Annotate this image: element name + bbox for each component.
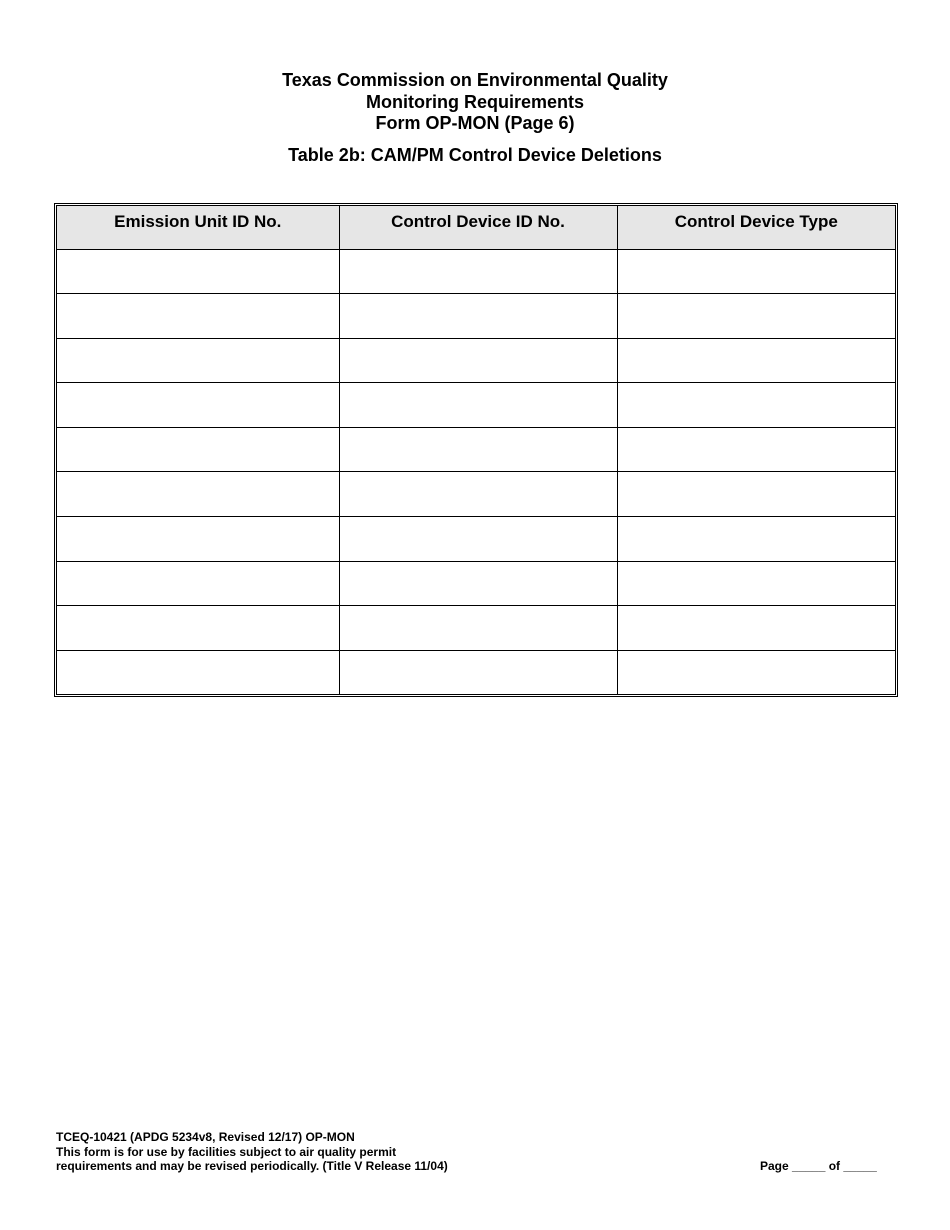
emission-unit-id-cell[interactable] [57, 338, 339, 383]
form-id: Form OP-MON (Page 6) [375, 113, 575, 133]
control-device-id-cell[interactable] [339, 427, 617, 472]
footer-note-line2: requirements and may be revised periodically. (Title V Release 11/04) [56, 1159, 448, 1173]
control-device-type-cell[interactable] [617, 517, 895, 562]
control-device-id-cell[interactable] [339, 338, 617, 383]
control-device-type-cell[interactable] [617, 561, 895, 606]
table-row [57, 427, 895, 472]
emission-unit-id-cell[interactable] [57, 427, 339, 472]
header-emission-unit-id: Emission Unit ID No. [57, 206, 339, 249]
footer-note-line1: This form is for use by facilities subject to air quality permit [56, 1144, 397, 1159]
control-device-id-cell[interactable] [339, 294, 617, 339]
form-footer [56, 1130, 448, 1174]
table-title: Table 2b: CAM/PM Control Device Deletions [288, 145, 662, 165]
control-device-type-cell[interactable] [617, 249, 895, 294]
table-header-row [57, 206, 895, 249]
control-device-type-cell[interactable] [617, 650, 895, 694]
table-row [57, 650, 895, 694]
emission-unit-id-cell[interactable] [57, 650, 339, 694]
table-row [57, 472, 895, 517]
table-row [57, 561, 895, 606]
emission-unit-id-cell[interactable] [57, 472, 339, 517]
emission-unit-id-cell[interactable] [57, 606, 339, 651]
emission-unit-id-cell[interactable] [57, 561, 339, 606]
emission-unit-id-cell[interactable] [57, 517, 339, 562]
table-row [57, 249, 895, 294]
table-row [57, 338, 895, 383]
control-device-id-cell[interactable] [339, 249, 617, 294]
table-row [57, 517, 895, 562]
deletions-table [57, 206, 895, 694]
control-device-type-cell[interactable] [617, 294, 895, 339]
control-device-id-cell[interactable] [339, 561, 617, 606]
control-device-id-cell[interactable] [339, 472, 617, 517]
control-device-type-cell[interactable] [617, 472, 895, 517]
control-device-id-cell[interactable] [339, 383, 617, 428]
emission-unit-id-cell[interactable] [57, 294, 339, 339]
page-number-field[interactable]: Page _____ of _____ [760, 1159, 877, 1173]
control-device-type-cell[interactable] [617, 338, 895, 383]
control-device-type-cell[interactable] [617, 427, 895, 472]
footer-form-number: TCEQ-10421 (APDG 5234v8, Revised 12/17) OP-MON [56, 1130, 355, 1144]
header-control-device-id: Control Device ID No. [339, 206, 617, 249]
control-device-type-cell[interactable] [617, 383, 895, 428]
form-subject: Monitoring Requirements [365, 91, 584, 112]
emission-unit-id-cell[interactable] [57, 383, 339, 428]
form-header [0, 70, 950, 135]
control-device-id-cell[interactable] [339, 650, 617, 694]
table-row [57, 383, 895, 428]
emission-unit-id-cell[interactable] [57, 249, 339, 294]
table-row [57, 606, 895, 651]
header-control-device-type: Control Device Type [617, 206, 895, 249]
agency-name: Texas Commission on Environmental Quality [282, 70, 668, 90]
deletions-table-frame [54, 203, 898, 697]
table-row [57, 294, 895, 339]
control-device-id-cell[interactable] [339, 606, 617, 651]
control-device-id-cell[interactable] [339, 517, 617, 562]
control-device-type-cell[interactable] [617, 606, 895, 651]
